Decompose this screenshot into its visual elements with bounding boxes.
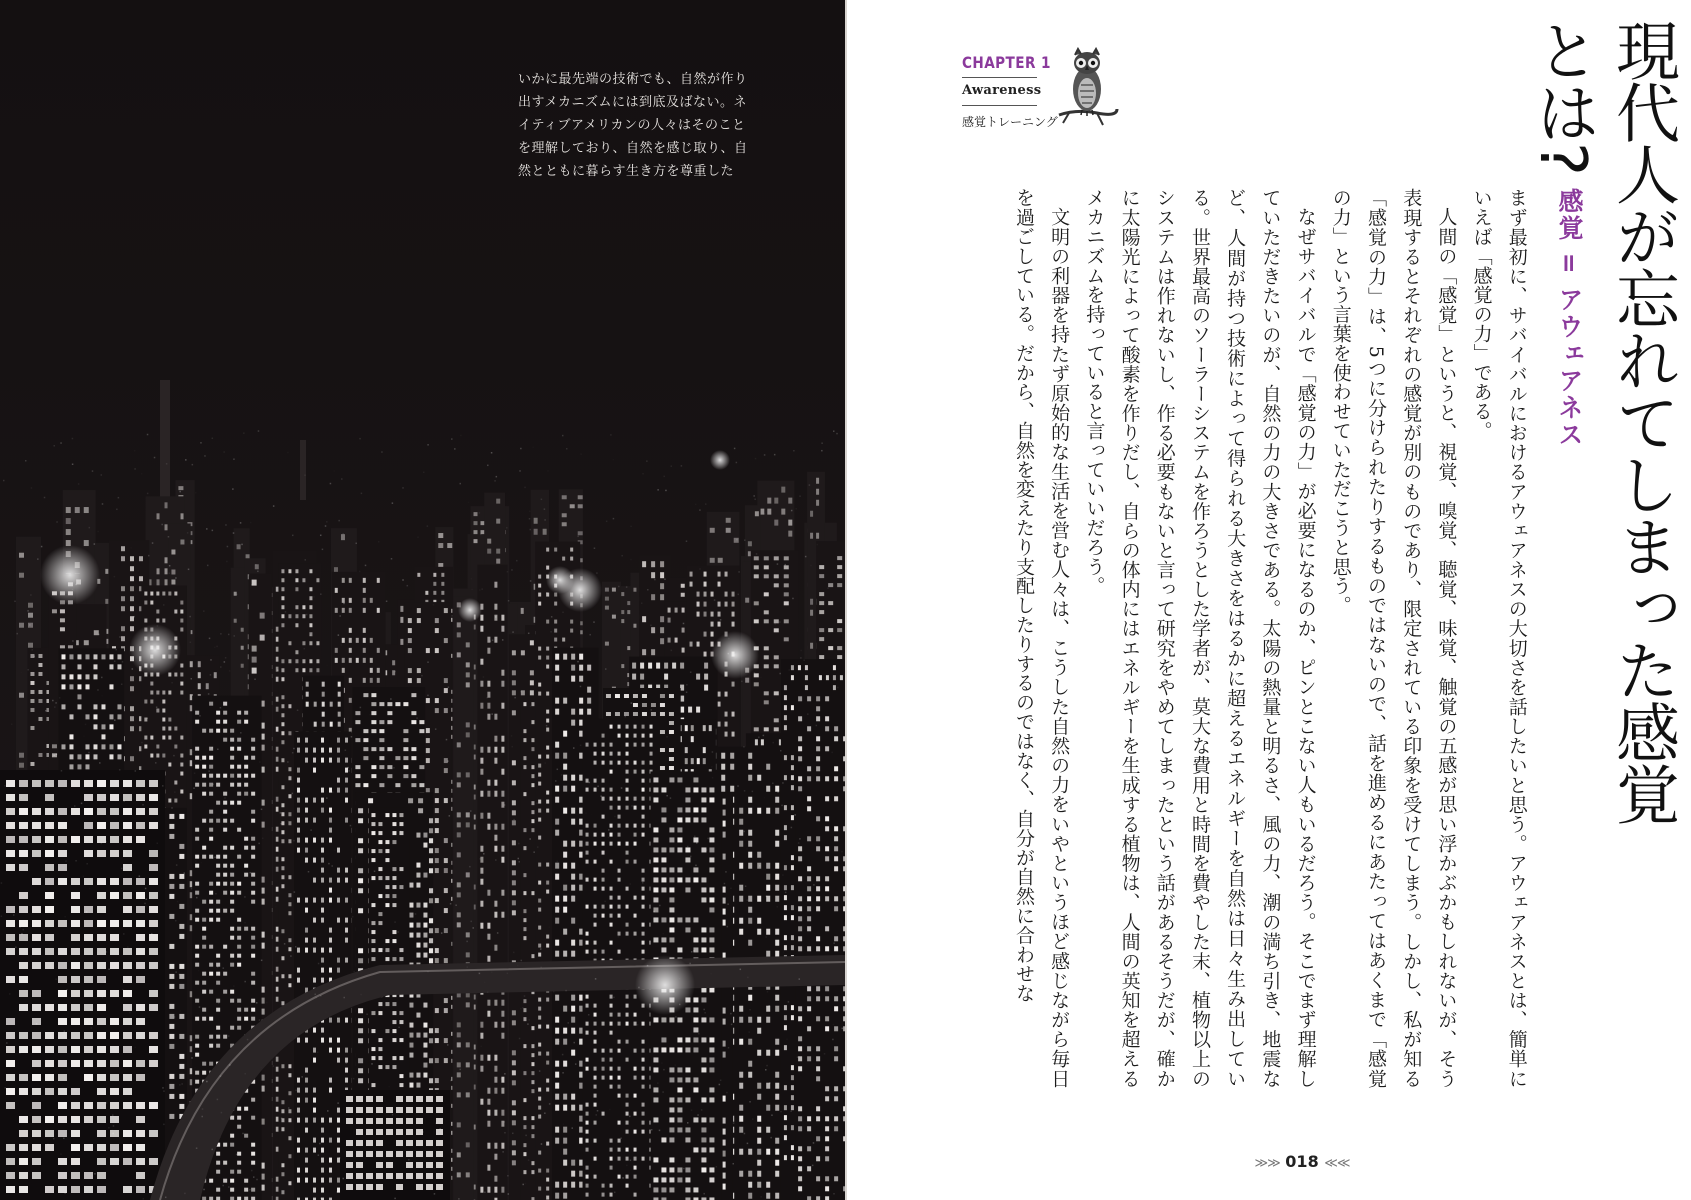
body-paragraph: まず最初に、サバイバルにおけるアウェアネスの大切さを話したいと思う。アウェアネスとは、簡単にいえば「感覚の力」である。 <box>1470 188 1528 1088</box>
ornament-right-icon: ≪≪ <box>1324 1156 1350 1171</box>
page-title: 現代人が忘れてしまった感覚とは? <box>1525 18 1679 824</box>
owl-icon <box>1057 47 1119 127</box>
photo-caption: いかに最先端の技術でも、自然が作り出すメカニズムには到底及ばない。ネイティブアメリカンの人々はそのことを理解しており、自然を感じ取り、自然とともに暮らす生き方を尊重した <box>518 72 748 179</box>
chapter-divider <box>962 105 1037 106</box>
right-page <box>847 0 1691 1200</box>
chapter-header <box>962 50 1162 140</box>
chapter-subtitle: Awareness <box>962 83 1042 98</box>
section-heading: 感覚 = アウェアネス <box>1555 188 1584 449</box>
body-paragraph: なぜサバイバルで「感覚の力」が必要になるのか、ピンとこない人もいるだろう。そこでまず理解していただきたいのが、自然の力の大きさである。太陽の熱量と明るさ、風の力、潮の満ち引き、地震など、人間が持つ技術によって得られる大きさをはるかに超えるエネルギーを自然は日々生み出している。世界最高のソーラーシステムを作ろうとした学者が、莫大な費用と時間を費やした末、植物以上のシステムは作れないし、作る必要もないと言って研究をやめてしまったという話があるそうだが、確かに太陽光によって酸素を作りだし、自らの体内にはエネルギーを生成する植物は、人間の英知を超えるメカニズムを持っていると言っていいだろう。 <box>1083 188 1317 1088</box>
body-text <box>947 188 1587 1088</box>
body-paragraph: 人間の「感覚」というと、視覚、嗅覚、聴覚、味覚、触覚の五感が思い浮かぶかもしれないが、そう表現するとそれぞれの感覚が別のものであり、限定されている印象を受けてしまう。しかし、私が知る「感覚の力」は、5つに分けられたりするものではないので、話を進めるにあたってはあくまで「感覚の力」という言葉を使わせていただこうと思う。 <box>1329 188 1458 1088</box>
page-number: 018 <box>1285 1152 1319 1171</box>
chapter-japanese-title: 感覚トレーニング <box>962 115 1058 129</box>
ornament-left-icon: ≫≫ <box>1254 1156 1280 1171</box>
chapter-divider <box>962 77 1037 78</box>
body-paragraph: 文明の利器を持たず原始的な生活を営む人々は、こうした自然の力をいやというほど感じながら毎日を過ごしている。だから、自然を変えたり支配したりするのではなく、自分が自然に合わせな <box>1012 188 1071 1088</box>
left-page <box>0 0 845 1200</box>
page-number-footer <box>1242 1152 1362 1178</box>
chapter-label: CHAPTER 1 <box>962 53 1051 72</box>
